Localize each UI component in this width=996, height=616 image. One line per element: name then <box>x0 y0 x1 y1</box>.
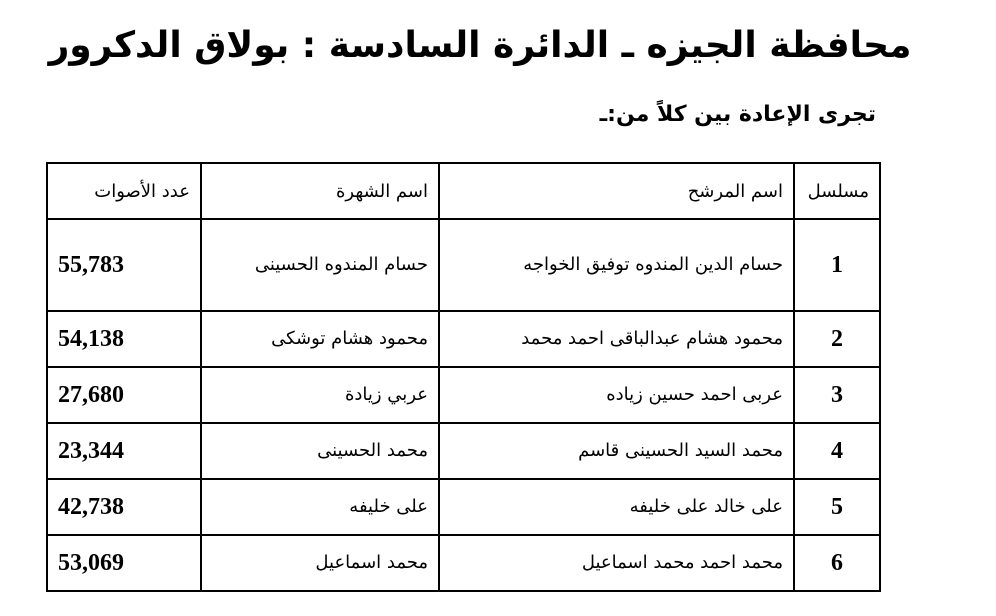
votes-cell: 42,738 <box>47 479 201 535</box>
results-table <box>46 162 881 592</box>
nickname-cell: محمد اسماعيل <box>201 535 439 591</box>
serial-cell: 1 <box>794 219 880 311</box>
table-row <box>47 367 880 423</box>
candidate-cell: على خالد على خليفه <box>439 479 794 535</box>
page-subtitle: تجرى الإعادة بين كلاً من:ـ <box>599 102 876 127</box>
table-row <box>47 219 880 311</box>
votes-cell: 27,680 <box>47 367 201 423</box>
serial-cell: 4 <box>794 423 880 479</box>
table-row <box>47 479 880 535</box>
table-row <box>47 535 880 591</box>
serial-cell: 2 <box>794 311 880 367</box>
votes-cell: 55,783 <box>47 219 201 311</box>
candidate-cell: عربى احمد حسين زياده <box>439 367 794 423</box>
column-header-votes: عدد الأصوات <box>47 163 201 219</box>
votes-cell: 53,069 <box>47 535 201 591</box>
nickname-cell: عربي زيادة <box>201 367 439 423</box>
nickname-cell: على خليفه <box>201 479 439 535</box>
table-header-row <box>47 163 880 219</box>
serial-cell: 3 <box>794 367 880 423</box>
candidate-cell: محمد احمد محمد اسماعيل <box>439 535 794 591</box>
votes-cell: 23,344 <box>47 423 201 479</box>
column-header-serial: مسلسل <box>794 163 880 219</box>
page-title: محافظة الجيزه ـ الدائرة السادسة : بولاق الدكرور <box>48 25 912 66</box>
nickname-cell: حسام المندوه الحسينى <box>201 219 439 311</box>
nickname-cell: محمد الحسينى <box>201 423 439 479</box>
column-header-nickname: اسم الشهرة <box>201 163 439 219</box>
candidate-cell: محمود هشام عبدالباقى احمد محمد <box>439 311 794 367</box>
candidate-cell: محمد السيد الحسينى قاسم <box>439 423 794 479</box>
table-row <box>47 423 880 479</box>
table-row <box>47 311 880 367</box>
column-header-candidate: اسم المرشح <box>439 163 794 219</box>
serial-cell: 5 <box>794 479 880 535</box>
serial-cell: 6 <box>794 535 880 591</box>
candidate-cell: حسام الدين المندوه توفيق الخواجه <box>439 219 794 311</box>
nickname-cell: محمود هشام توشكى <box>201 311 439 367</box>
votes-cell: 54,138 <box>47 311 201 367</box>
